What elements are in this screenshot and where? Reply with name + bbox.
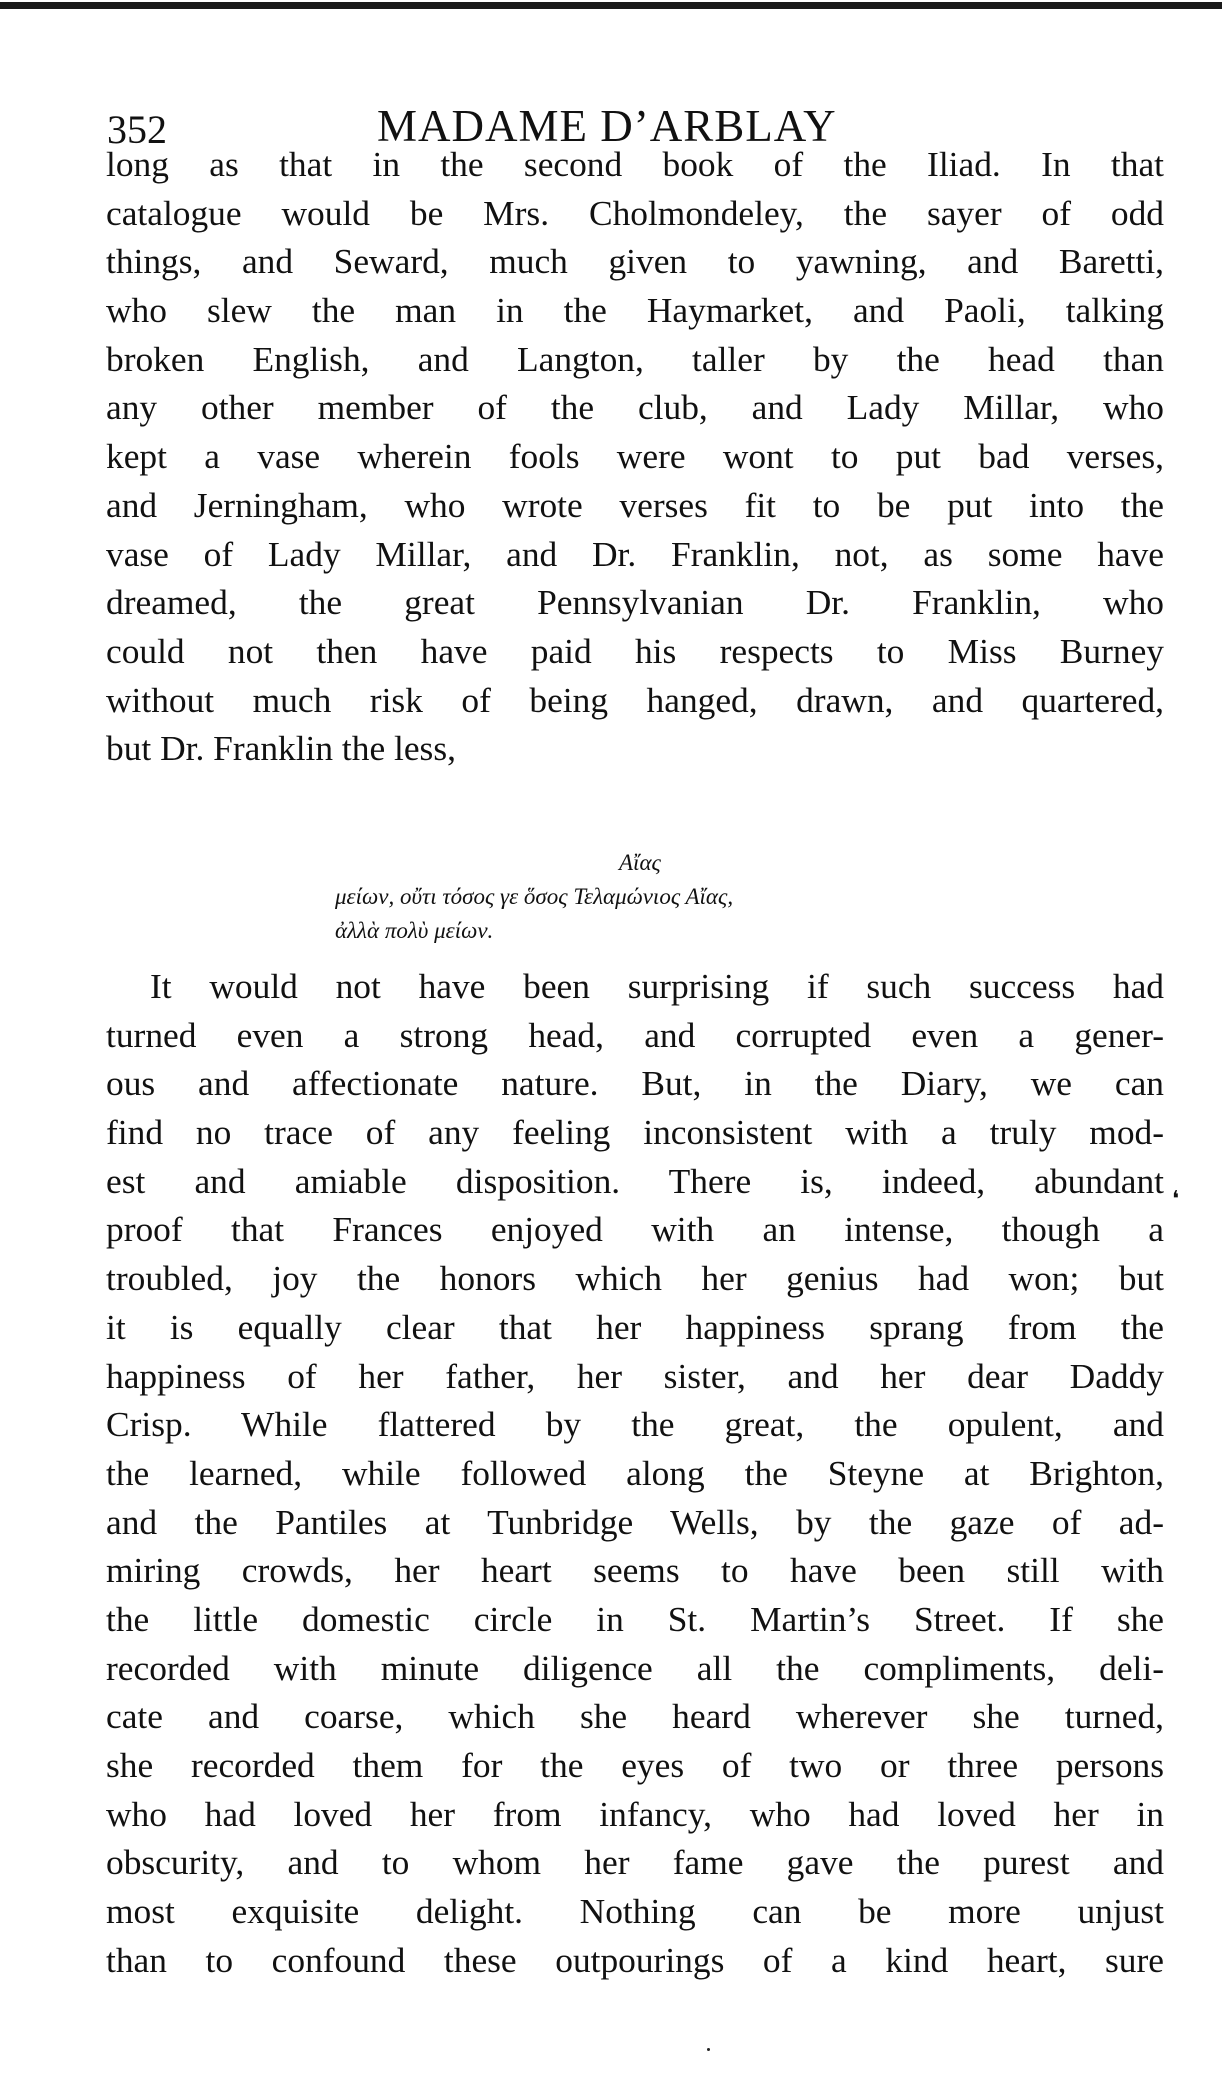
greek-quotation — [335, 846, 935, 948]
text-line: happiness of her father, her sister, and her dear Daddy — [106, 1355, 1164, 1396]
running-head: MADAME D’ARBLAY — [377, 101, 837, 151]
text-line: who slew the man in the Haymarket, and Paoli, talking — [106, 290, 1164, 331]
text-line: catalogue would be Mrs. Cholmondeley, the sayer of odd — [106, 192, 1164, 233]
text-line: it is equally clear that her happiness sprang from the — [106, 1306, 1164, 1347]
text-line: the little domestic circle in St. Martin’s Street. If she — [106, 1598, 1164, 1639]
text-line: kept a vase wherein fools were wont to put bad verses, — [106, 436, 1164, 477]
text-line: she recorded them for the eyes of two or three persons — [106, 1745, 1164, 1785]
text-line: Crisp. While flattered by the great, the opulent, and — [106, 1404, 1164, 1445]
text-line: troubled, joy the honors which her genius had won; but — [106, 1258, 1164, 1299]
text-line: and Jerningham, who wrote verses fit to be put into the — [106, 484, 1164, 525]
text-line: any other member of the club, and Lady Millar, who — [106, 387, 1164, 428]
text-line: things, and Seward, much given to yawning, and Baretti, — [106, 241, 1164, 282]
text-line: without much risk of being hanged, drawn, and quartered, — [106, 679, 1164, 720]
text-line: dreamed, the great Pennsylvanian Dr. Franklin, who — [106, 582, 1164, 623]
greek-line: Αἴας — [619, 850, 661, 875]
text-line: est and amiable disposition. There is, indeed, abundant — [106, 1160, 1164, 1201]
ink-speck — [707, 2048, 710, 2051]
text-line: find no trace of any feeling inconsistent with a truly mod- — [106, 1112, 1164, 1153]
greek-line: ἀλλὰ πολὺ μείων. — [335, 918, 494, 943]
text-line: broken English, and Langton, taller by the head than — [106, 338, 1164, 379]
paragraph-1 — [106, 140, 1164, 773]
text-line: miring crowds, her heart seems to have been still with — [106, 1550, 1164, 1591]
text-line: proof that Frances enjoyed with an intense, though a — [106, 1209, 1164, 1250]
text-line: ous and affectionate nature. But, in the Diary, we can — [106, 1063, 1164, 1104]
text-line: long as that in the second book of the Iliad. In that — [106, 144, 1164, 184]
text-line: obscurity, and to whom her fame gave the purest and — [106, 1842, 1164, 1883]
text-line: cate and coarse, which she heard wherever she turned, — [106, 1696, 1164, 1737]
greek-line: μείων, οὔτι τόσος γε ὅσος Τελαμώνιος Αἴας, — [335, 884, 734, 909]
paragraph-2 — [106, 962, 1164, 1984]
margin-mark: ❛ — [1172, 1186, 1180, 1211]
text-line: most exquisite delight. Nothing can be more unjust — [106, 1891, 1164, 1932]
text-line: It would not have been surprising if such success had — [150, 966, 1164, 1006]
text-line: vase of Lady Millar, and Dr. Franklin, not, as some have — [106, 533, 1164, 574]
text-line: could not then have paid his respects to Miss Burney — [106, 630, 1164, 671]
text-line: who had loved her from infancy, who had loved her in — [106, 1793, 1164, 1834]
text-line: than to confound these outpourings of a kind heart, sure — [106, 1939, 1164, 1980]
text-line: and the Pantiles at Tunbridge Wells, by the gaze of ad- — [106, 1501, 1164, 1542]
text-line: recorded with minute diligence all the compliments, deli- — [106, 1647, 1164, 1688]
text-line: turned even a strong head, and corrupted even a gener- — [106, 1014, 1164, 1055]
top-border-rule — [0, 2, 1222, 9]
text-line: but Dr. Franklin the less, — [106, 728, 456, 769]
text-line: the learned, while followed along the Steyne at Brighton, — [106, 1452, 1164, 1493]
page-number: 352 — [107, 107, 167, 152]
